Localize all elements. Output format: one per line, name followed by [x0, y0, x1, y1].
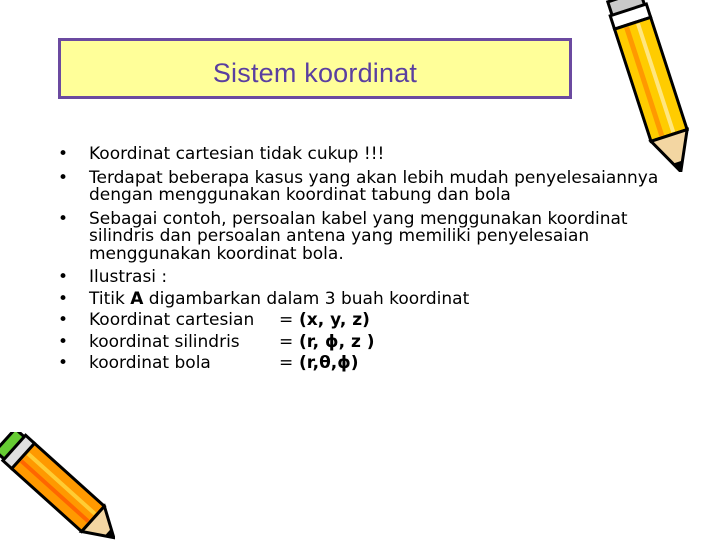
bullet-dot: •: [58, 331, 69, 352]
bullet-item: [58, 146, 668, 164]
bullet-text: Terdapat beberapa kasus yang akan lebih mudah penyelesaiannya dengan menggunakan koordinat tabung dan bola: [89, 167, 659, 205]
slide-title: Sistem koordinat: [212, 58, 418, 88]
bullet-dot: •: [58, 267, 69, 287]
bullet-dot: •: [58, 167, 69, 188]
pencil-icon: [598, 0, 708, 172]
bullet-item: [58, 331, 668, 352]
bullet-text: Koordinat cartesian tidak cukup !!!: [89, 144, 385, 164]
coord-label: koordinat silindris: [89, 331, 240, 352]
bullet-item: [58, 208, 668, 264]
bullet-dot: •: [58, 310, 69, 330]
bullet-item: [58, 269, 668, 287]
bullet-item: [58, 355, 668, 373]
pencil-icon: [0, 432, 115, 540]
bullet-item: [58, 312, 668, 330]
bullet-text-post: digambarkan dalam 3 buah koordinat: [143, 288, 470, 309]
bullet-text-pre: Titik: [89, 288, 131, 309]
coord-equals: =: [279, 331, 294, 352]
title-box: [58, 38, 572, 99]
bullet-dot: •: [58, 353, 69, 373]
bullet-list: [58, 146, 668, 377]
coord-equals: =: [279, 310, 294, 330]
coord-value: (r, ϕ, z ): [299, 331, 375, 352]
bullet-item: [58, 167, 668, 205]
coord-label: koordinat bola: [89, 353, 211, 373]
bullet-dot: •: [58, 288, 69, 309]
coord-value: (x, y, z): [299, 310, 370, 330]
bullet-item: [58, 288, 668, 309]
coord-value: (r,θ,ϕ): [299, 353, 359, 373]
bullet-dot: •: [58, 208, 69, 229]
bullet-dot: •: [58, 144, 69, 164]
point-label: A: [130, 288, 144, 309]
coord-label: Koordinat cartesian: [89, 310, 255, 330]
bullet-text: Sebagai contoh, persoalan kabel yang menggunakan koordinat silindris dan persoalan antena yang memiliki penyelesaian menggunakan koordinat bola.: [89, 208, 628, 264]
coord-equals: =: [279, 353, 294, 373]
bullet-text: Ilustrasi :: [89, 267, 168, 287]
